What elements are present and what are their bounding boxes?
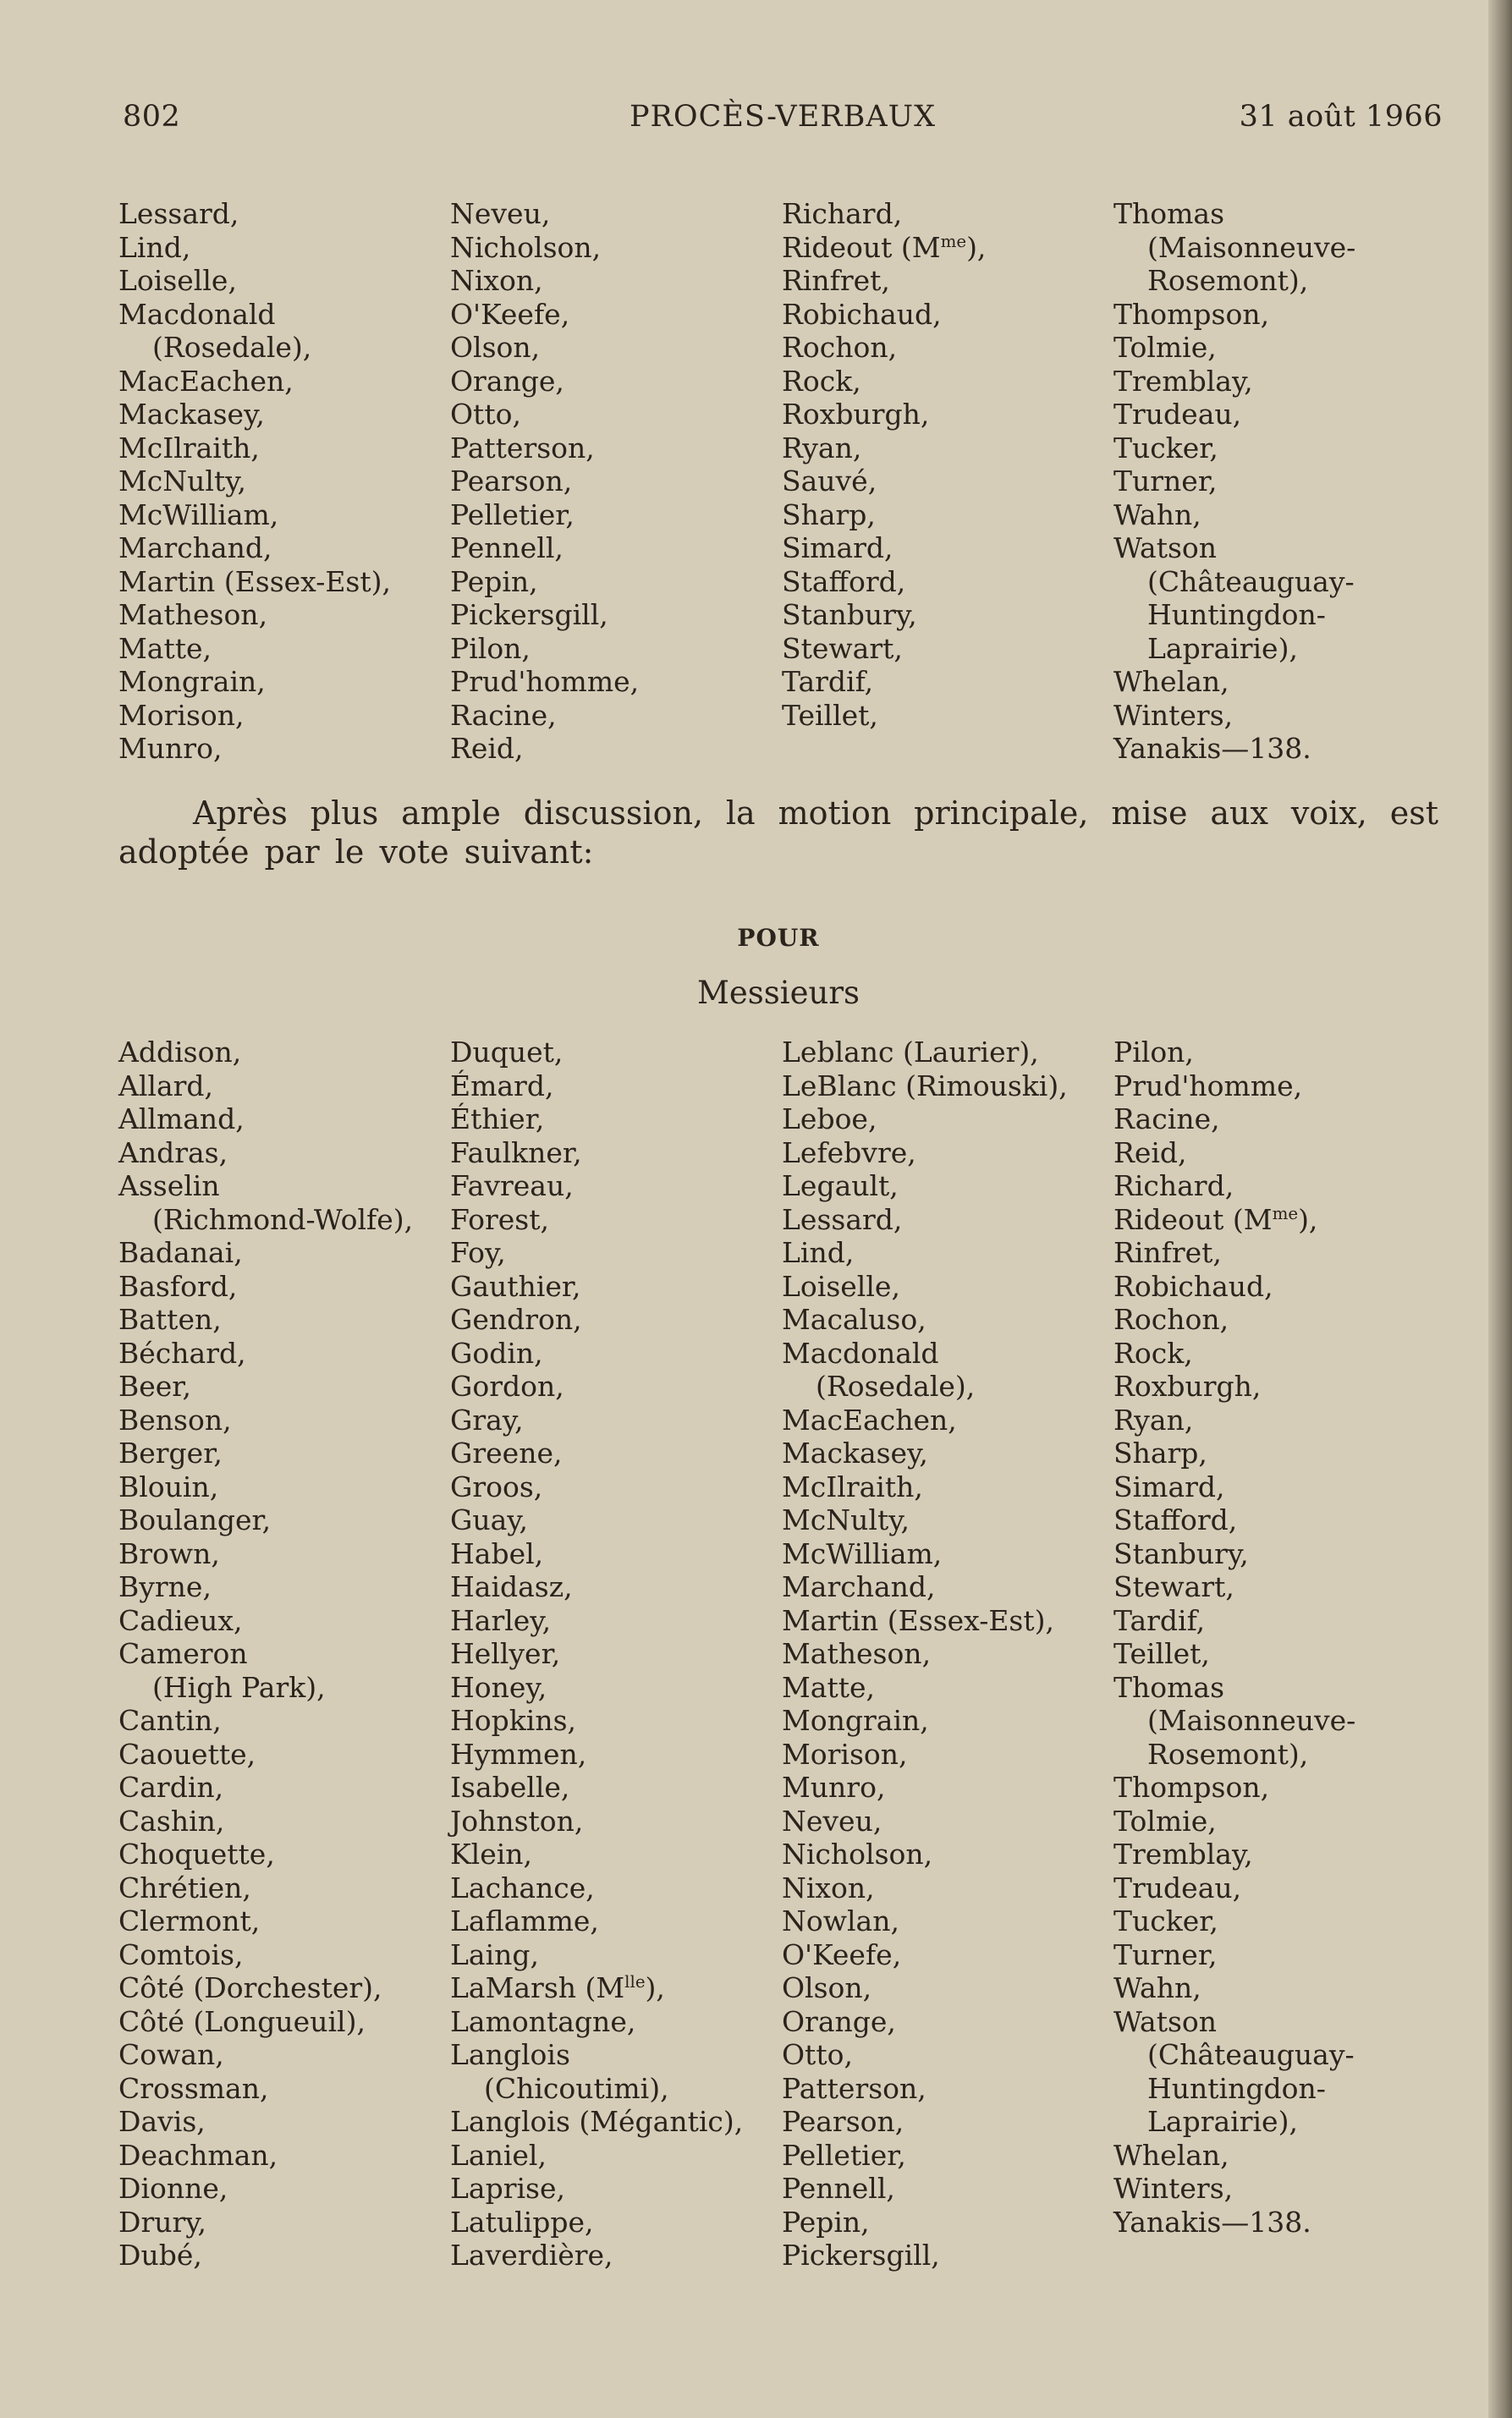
list-item: Lessard, — [118, 197, 239, 230]
list-item: Simard, — [782, 531, 893, 564]
top-col-4 — [1113, 197, 1445, 766]
list-item: Racine, — [450, 698, 557, 732]
list-item: Thomas — [1113, 197, 1225, 230]
list-item: (Châteauguay- — [1147, 2038, 1355, 2071]
list-item: Rosemont), — [1147, 264, 1309, 297]
list-item: Tardif, — [1113, 1603, 1206, 1637]
list-item: Béchard, — [118, 1336, 246, 1370]
list-item: Olson, — [782, 1971, 872, 2004]
list-item: Mackasey, — [118, 398, 265, 431]
motion-paragraph: Après plus ample discussion, la motion principale, mise aux voix, est adoptée par le vote suivant: — [118, 794, 1438, 871]
list-item: Ryan, — [1113, 1403, 1194, 1437]
list-item: Teillet, — [1113, 1637, 1210, 1670]
list-item: Forest, — [450, 1202, 549, 1236]
list-item: Rock, — [782, 364, 861, 398]
list-item: Stafford, — [1113, 1503, 1238, 1536]
list-item: Gray, — [450, 1403, 524, 1437]
list-item: Trudeau, — [1113, 1871, 1242, 1904]
list-item: Watson — [1113, 531, 1218, 564]
list-item: McIlraith, — [782, 1470, 923, 1503]
list-item: MacEachen, — [782, 1403, 957, 1437]
list-item: Clermont, — [118, 1904, 261, 1937]
list-item: (High Park), — [152, 1670, 326, 1704]
list-item: Haidasz, — [450, 1570, 573, 1603]
list-item: Pearson, — [782, 2105, 904, 2138]
list-item: Prud'homme, — [450, 665, 640, 698]
list-item: Nowlan, — [782, 1904, 899, 1937]
list-item: Richard, — [782, 197, 903, 230]
list-item: Rinfret, — [782, 264, 890, 297]
list-item: Nicholson, — [450, 230, 602, 264]
list-item: Latulippe, — [450, 2205, 594, 2239]
list-item: O'Keefe, — [450, 297, 570, 331]
list-item: Badanai, — [118, 1236, 243, 1269]
list-item: Pepin, — [450, 564, 538, 598]
list-item: Émard, — [450, 1069, 554, 1102]
list-item: McNulty, — [118, 464, 246, 497]
list-item: Leblanc (Laurier), — [782, 1036, 1039, 1069]
list-item: Davis, — [118, 2105, 206, 2138]
list-item: Deachman, — [118, 2138, 278, 2172]
list-item: Watson — [1113, 2004, 1218, 2038]
list-item: Matte, — [782, 1670, 876, 1704]
list-item: Tremblay, — [1113, 364, 1253, 398]
list-item: Huntingdon- — [1147, 2071, 1326, 2105]
list-item: Godin, — [450, 1336, 543, 1370]
list-item: Allard, — [118, 1069, 214, 1102]
list-item: Basford, — [118, 1269, 238, 1303]
list-item: Otto, — [782, 2038, 853, 2071]
vote-list-top — [118, 197, 1447, 766]
list-item: Stewart, — [782, 631, 903, 665]
list-item: Nixon, — [782, 1871, 875, 1904]
list-item: Chrétien, — [118, 1871, 251, 1904]
list-item: Nixon, — [450, 264, 543, 297]
list-item: Macdonald — [782, 1336, 939, 1370]
list-item: Byrne, — [118, 1570, 212, 1603]
list-item: Whelan, — [1113, 665, 1229, 698]
list-item: Comtois, — [118, 1937, 244, 1971]
list-item: Honey, — [450, 1670, 547, 1704]
list-item: Thompson, — [1113, 297, 1270, 331]
list-item: Legault, — [782, 1169, 899, 1202]
list-item: Cameron — [118, 1637, 248, 1670]
list-item: Winters, — [1113, 698, 1234, 732]
list-item: McIlraith, — [118, 431, 260, 464]
list-item: Neveu, — [782, 1804, 882, 1838]
list-item: Choquette, — [118, 1838, 275, 1871]
list-item: Harley, — [450, 1603, 552, 1637]
list-item: Rinfret, — [1113, 1236, 1222, 1269]
list-item: Munro, — [782, 1771, 886, 1804]
list-item: Cashin, — [118, 1804, 225, 1838]
list-item: Thomas — [1113, 1670, 1225, 1704]
list-item: Tardif, — [782, 665, 874, 698]
list-item: Rock, — [1113, 1336, 1193, 1370]
list-item: Loiselle, — [118, 264, 237, 297]
list-item: Drury, — [118, 2205, 207, 2239]
list-item: Faulkner, — [450, 1135, 582, 1169]
list-item: Pickersgill, — [782, 2239, 940, 2272]
list-item: Greene, — [450, 1437, 563, 1470]
list-item: (Maisonneuve- — [1147, 1704, 1356, 1737]
list-item: Stafford, — [782, 564, 906, 598]
list-item: Éthier, — [450, 1102, 545, 1135]
page-date: 31 août 1966 — [1239, 100, 1443, 134]
list-item: Foy, — [450, 1236, 506, 1269]
list-item: McWilliam, — [782, 1536, 943, 1570]
list-item: LeBlanc (Rimouski), — [782, 1069, 1068, 1102]
list-item: Yanakis—138. — [1113, 2205, 1311, 2239]
pour-heading: POUR — [737, 924, 820, 952]
list-item: Cantin, — [118, 1704, 222, 1737]
bottom-col-2 — [450, 1036, 782, 2272]
list-item: Morison, — [118, 698, 245, 732]
list-item: Lefebvre, — [782, 1135, 916, 1169]
list-item: Pelletier, — [782, 2138, 906, 2172]
list-item: Batten, — [118, 1303, 222, 1336]
list-item: Pepin, — [782, 2205, 870, 2239]
list-item: Wahn, — [1113, 497, 1201, 531]
list-item: Reid, — [1113, 1135, 1187, 1169]
list-item: Tucker, — [1113, 1904, 1218, 1937]
list-item: Pearson, — [450, 464, 573, 497]
list-item: Rosemont), — [1147, 1737, 1309, 1771]
list-item: Marchand, — [118, 531, 272, 564]
list-item: Dubé, — [118, 2239, 202, 2272]
list-item: Favreau, — [450, 1169, 574, 1202]
list-item: Laverdière, — [450, 2239, 613, 2272]
list-item: Wahn, — [1113, 1971, 1201, 2004]
list-item: Richard, — [1113, 1169, 1234, 1202]
list-item: Sharp, — [782, 497, 876, 531]
bottom-col-4 — [1113, 1036, 1445, 2272]
list-item: Stanbury, — [1113, 1536, 1249, 1570]
list-item: (Richmond-Wolfe), — [152, 1202, 414, 1236]
list-item: (Châteauguay- — [1147, 564, 1355, 598]
list-item: Boulanger, — [118, 1503, 272, 1536]
list-item: Winters, — [1113, 2172, 1234, 2205]
page-title: PROCÈS-VERBAUX — [629, 100, 937, 134]
list-item: Isabelle, — [450, 1771, 570, 1804]
list-item: Prud'homme, — [1113, 1069, 1303, 1102]
list-item: Patterson, — [450, 431, 595, 464]
list-item: Martin (Essex-Est), — [782, 1603, 1054, 1637]
list-item: Racine, — [1113, 1102, 1220, 1135]
list-item: Lessard, — [782, 1202, 903, 1236]
list-item: MacEachen, — [118, 364, 294, 398]
list-item: Duquet, — [450, 1036, 564, 1069]
list-item: Benson, — [118, 1403, 232, 1437]
list-item: Langlois — [450, 2038, 570, 2071]
list-item: Macaluso, — [782, 1303, 926, 1336]
list-item: Sharp, — [1113, 1437, 1207, 1470]
list-item: Robichaud, — [782, 297, 942, 331]
list-item: Munro, — [118, 732, 223, 765]
list-item: Tucker, — [1113, 431, 1218, 464]
bottom-col-1 — [118, 1036, 450, 2272]
list-item: Turner, — [1113, 464, 1218, 497]
list-item: Johnston, — [450, 1804, 584, 1838]
list-item: Orange, — [450, 364, 564, 398]
top-col-2 — [450, 197, 782, 766]
list-item: Turner, — [1113, 1937, 1218, 1971]
list-item: Allmand, — [118, 1102, 245, 1135]
list-item: Beer, — [118, 1370, 191, 1403]
list-item: Whelan, — [1113, 2138, 1229, 2172]
list-item: Martin (Essex-Est), — [118, 564, 391, 598]
list-item: Langlois (Mégantic), — [450, 2105, 744, 2138]
list-item: McWilliam, — [118, 497, 279, 531]
list-item: Rochon, — [782, 331, 898, 364]
list-item: Reid, — [450, 732, 524, 765]
list-item: Matte, — [118, 631, 212, 665]
list-item: Marchand, — [782, 1570, 936, 1603]
list-item: Cowan, — [118, 2038, 224, 2071]
list-item: Laprairie), — [1147, 631, 1298, 665]
list-item: Loiselle, — [782, 1269, 900, 1303]
list-item: Brown, — [118, 1536, 220, 1570]
list-item: Rochon, — [1113, 1303, 1229, 1336]
list-item: Teillet, — [782, 698, 878, 732]
list-item: Lachance, — [450, 1871, 595, 1904]
list-item: Cadieux, — [118, 1603, 243, 1637]
list-item: Laing, — [450, 1937, 540, 1971]
list-item: Rideout $(M^{me})$, — [782, 230, 987, 264]
list-item: Côté (Dorchester), — [118, 1971, 382, 2004]
list-item: Hymmen, — [450, 1737, 587, 1771]
list-item: Habel, — [450, 1536, 544, 1570]
list-item: Andras, — [118, 1135, 228, 1169]
list-item: Klein, — [450, 1838, 533, 1871]
vote-list-bottom — [118, 1036, 1447, 2272]
list-item: Huntingdon- — [1147, 598, 1326, 631]
bottom-col-3 — [782, 1036, 1113, 2272]
list-item: Caouette, — [118, 1737, 256, 1771]
list-item: Ryan, — [782, 431, 862, 464]
list-item: Tolmie, — [1113, 1804, 1217, 1838]
list-item: Lind, — [782, 1236, 855, 1269]
list-item: LaMarsh $(M^{lle})$, — [450, 1971, 665, 2004]
list-item: McNulty, — [782, 1503, 910, 1536]
list-item: Crossman, — [118, 2071, 269, 2105]
list-item: O'Keefe, — [782, 1937, 902, 1971]
list-item: Berger, — [118, 1437, 223, 1470]
list-item: Lamontagne, — [450, 2004, 636, 2038]
list-item: Pilon, — [1113, 1036, 1194, 1069]
list-item: Groos, — [450, 1470, 543, 1503]
list-item: Laprairie), — [1147, 2105, 1298, 2138]
list-item: Patterson, — [782, 2071, 926, 2105]
list-item: Côté (Longueuil), — [118, 2004, 366, 2038]
list-item: Morison, — [782, 1737, 908, 1771]
list-item: Hopkins, — [450, 1704, 576, 1737]
list-item: Rideout $(M^{me})$, — [1113, 1202, 1318, 1236]
list-item: Leboe, — [782, 1102, 877, 1135]
list-item: Matheson, — [782, 1637, 932, 1670]
list-item: Yanakis—138. — [1113, 732, 1311, 765]
list-item: (Chicoutimi), — [484, 2071, 669, 2105]
list-item: Simard, — [1113, 1470, 1225, 1503]
list-item: Sauvé, — [782, 464, 877, 497]
list-item: Thompson, — [1113, 1771, 1270, 1804]
list-item: Laflamme, — [450, 1904, 599, 1937]
list-item: Gendron, — [450, 1303, 582, 1336]
list-item: (Maisonneuve- — [1147, 230, 1356, 264]
list-item: Tremblay, — [1113, 1838, 1253, 1871]
list-item: Neveu, — [450, 197, 551, 230]
list-item: Lind, — [118, 230, 191, 264]
list-item: Mackasey, — [782, 1437, 928, 1470]
list-item: Dionne, — [118, 2172, 228, 2205]
list-item: Guay, — [450, 1503, 529, 1536]
list-item: Mongrain, — [118, 665, 266, 698]
top-col-1 — [118, 197, 450, 766]
list-item: Addison, — [118, 1036, 242, 1069]
list-item: Tolmie, — [1113, 331, 1217, 364]
list-item: Gordon, — [450, 1370, 564, 1403]
list-item: Orange, — [782, 2004, 896, 2038]
list-item: Gauthier, — [450, 1269, 581, 1303]
list-item: Stanbury, — [782, 598, 917, 631]
list-item: Nicholson, — [782, 1838, 933, 1871]
list-item: Pennell, — [782, 2172, 895, 2205]
list-item: Robichaud, — [1113, 1269, 1273, 1303]
list-item: Roxburgh, — [1113, 1370, 1262, 1403]
list-item: Laniel, — [450, 2138, 547, 2172]
list-item: Asselin — [118, 1169, 220, 1202]
list-item: (Rosedale), — [152, 331, 312, 364]
messieurs-heading: Messieurs — [697, 975, 860, 1011]
list-item: (Rosedale), — [816, 1370, 976, 1403]
list-item: Blouin, — [118, 1470, 219, 1503]
list-item: Olson, — [450, 331, 541, 364]
list-item: Roxburgh, — [782, 398, 930, 431]
top-col-3 — [782, 197, 1113, 766]
list-item: Stewart, — [1113, 1570, 1234, 1603]
list-item: Hellyer, — [450, 1637, 561, 1670]
list-item: Macdonald — [118, 297, 276, 331]
page-number: 802 — [123, 100, 181, 134]
list-item: Pilon, — [450, 631, 531, 665]
page-edge-shadow — [1488, 0, 1512, 2418]
list-item: Pennell, — [450, 531, 564, 564]
list-item: Cardin, — [118, 1771, 224, 1804]
list-item: Otto, — [450, 398, 521, 431]
list-item: Mongrain, — [782, 1704, 929, 1737]
list-item: Laprise, — [450, 2172, 565, 2205]
list-item: Pelletier, — [450, 497, 575, 531]
list-item: Trudeau, — [1113, 398, 1242, 431]
list-item: Pickersgill, — [450, 598, 608, 631]
list-item: Matheson, — [118, 598, 268, 631]
